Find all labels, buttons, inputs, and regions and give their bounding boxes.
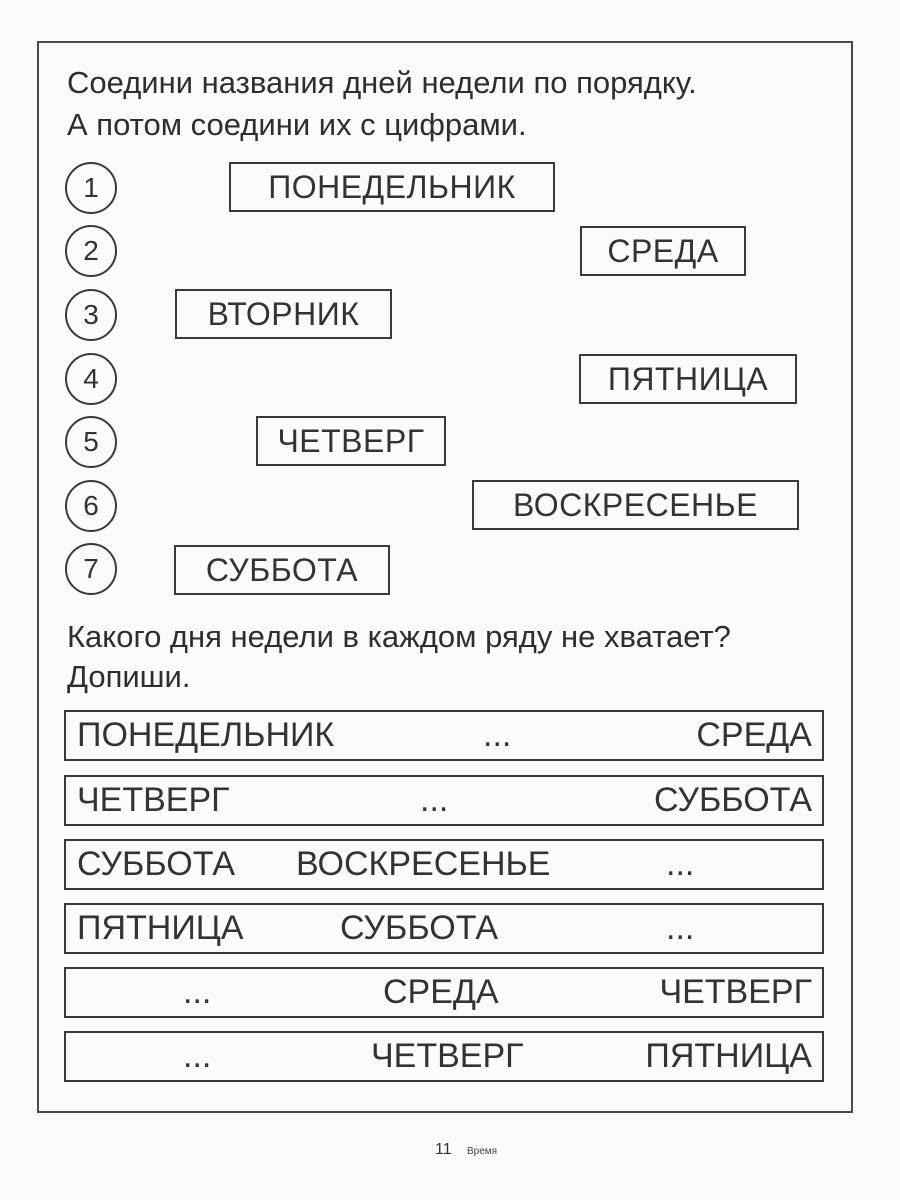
row-6-cell-3: ПЯТНИЦА [645, 1037, 812, 1075]
number-circle-1[interactable]: 1 [65, 162, 117, 214]
section-label: Время [467, 1146, 498, 1157]
day-box-friday[interactable]: ПЯТНИЦА [579, 354, 797, 404]
row-3-blank[interactable]: ... [666, 845, 695, 883]
row-6-blank[interactable]: ... [183, 1037, 212, 1075]
instruction-line-2: А потом соедини их с цифрами. [67, 107, 527, 142]
sequence-row-1 [64, 710, 824, 761]
row-5-blank[interactable]: ... [183, 973, 212, 1011]
instruction-line-3: Какого дня недели в каждом ряду не хватает? [67, 619, 731, 654]
day-box-saturday[interactable]: СУББОТА [174, 545, 390, 595]
row-3-cell-1: СУББОТА [77, 845, 236, 883]
day-box-sunday[interactable]: ВОСКРЕСЕНЬЕ [472, 480, 799, 530]
row-1-blank[interactable]: ... [483, 716, 512, 754]
number-circle-6[interactable]: 6 [65, 480, 117, 532]
instruction-line-4: Допиши. [67, 659, 191, 694]
number-circle-4[interactable]: 4 [65, 353, 117, 405]
row-5-cell-3: ЧЕТВЕРГ [659, 973, 812, 1011]
day-box-wednesday[interactable]: СРЕДА [580, 226, 746, 276]
number-circle-2[interactable]: 2 [65, 225, 117, 277]
sequence-row-4 [64, 903, 824, 954]
page-number: 11 [435, 1141, 452, 1158]
row-1-cell-3: СРЕДА [696, 716, 812, 754]
sequence-row-5 [64, 967, 824, 1018]
day-box-monday[interactable]: ПОНЕДЕЛЬНИК [229, 162, 555, 212]
instruction-line-1: Соедини названия дней недели по порядку. [67, 65, 697, 100]
row-1-cell-1: ПОНЕДЕЛЬНИК [77, 716, 335, 754]
number-circle-7[interactable]: 7 [65, 543, 117, 595]
row-4-cell-1: ПЯТНИЦА [77, 909, 244, 947]
day-box-thursday[interactable]: ЧЕТВЕРГ [256, 416, 446, 466]
sequence-row-2 [64, 775, 824, 826]
row-6-cell-2: ЧЕТВЕРГ [371, 1037, 524, 1075]
sequence-row-3 [64, 839, 824, 890]
sequence-row-6 [64, 1031, 824, 1082]
row-4-cell-2: СУББОТА [340, 909, 499, 947]
row-2-blank[interactable]: ... [420, 781, 449, 819]
row-5-cell-2: СРЕДА [383, 973, 499, 1011]
row-4-blank[interactable]: ... [666, 909, 695, 947]
day-box-tuesday[interactable]: ВТОРНИК [175, 289, 392, 339]
row-2-cell-3: СУББОТА [653, 781, 812, 819]
number-circle-5[interactable]: 5 [65, 416, 117, 468]
row-3-cell-2: ВОСКРЕСЕНЬЕ [296, 845, 551, 883]
row-2-cell-1: ЧЕТВЕРГ [77, 781, 230, 819]
number-circle-3[interactable]: 3 [65, 289, 117, 341]
